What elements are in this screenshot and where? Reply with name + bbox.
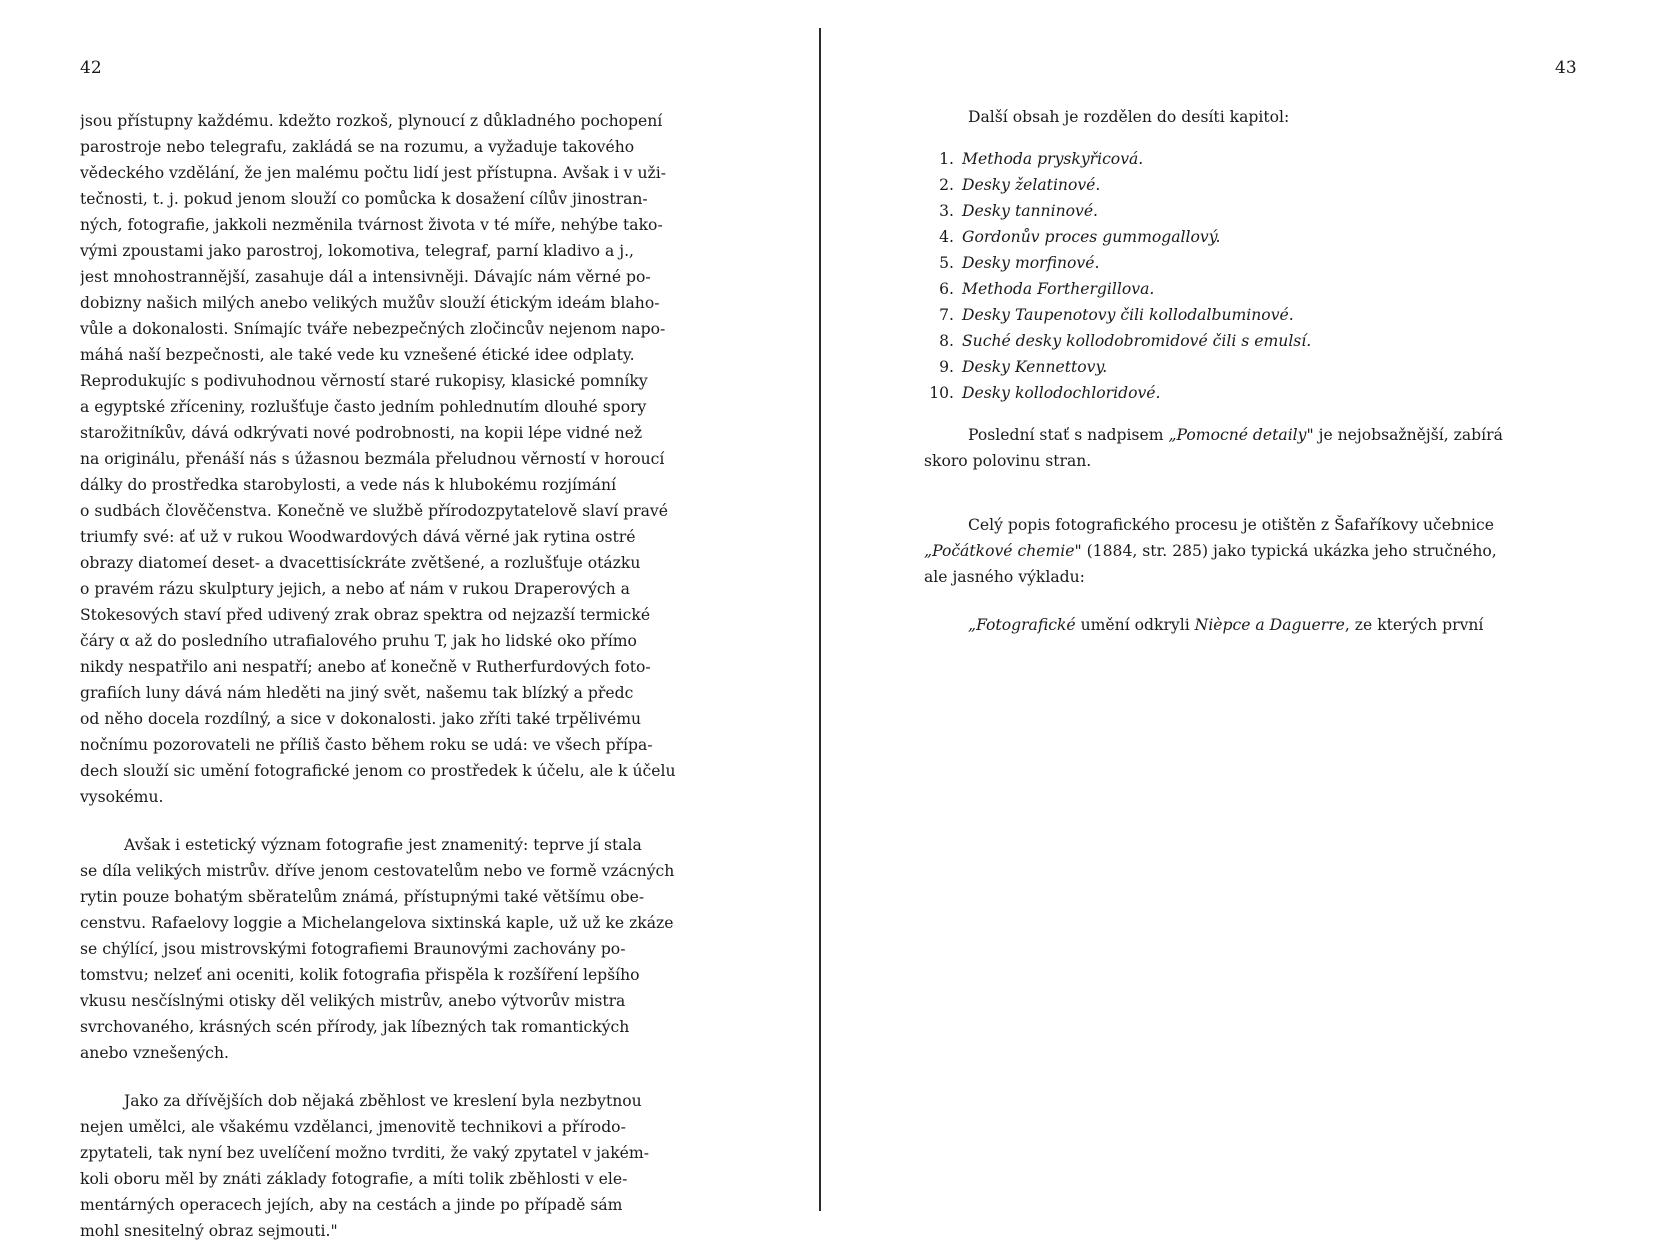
text-line: dech slouží sic umění fotografické jenom co prostředek k účelu, ale k účelu: [80, 762, 676, 780]
text-line: dobizny našich milých anebo velikých mužův slouží étickým ideám blaho-: [80, 294, 660, 312]
popis-line: ale jasného výkladu:: [924, 568, 1085, 586]
left-paragraphs: [80, 108, 725, 1244]
text-span: je nejobsažnější, zabírá: [1313, 426, 1503, 444]
last-section-line: [924, 422, 1569, 448]
text-line: a egyptské zříceniny, rozlušťuje často jedním pohlednutím dlouhé spory: [80, 398, 647, 416]
chapter-item: [924, 250, 1569, 276]
chapter-title: Desky tanninové.: [962, 202, 1099, 220]
chapter-item: [924, 380, 1569, 406]
chapter-title: Gordonův proces gummogallový.: [962, 228, 1221, 246]
popis-line: [924, 538, 1569, 564]
chapter-item: [924, 146, 1569, 172]
text-line: nikdy nespatřilo ani nespatří; anebo ať konečně v Rutherfurdových foto-: [80, 658, 651, 676]
chapter-item: [924, 354, 1569, 380]
text-line: se díla velikých mistrův. dříve jenom cestovatelům nebo ve formě vzácných: [80, 862, 675, 880]
text-line: koli oboru měl by znáti základy fotografie, a míti tolik zběhlosti v ele-: [80, 1170, 628, 1188]
text-span-italic: „Počátkové chemie": [924, 542, 1082, 560]
text-line: Jako za dřívějších dob nějaká zběhlost ve kreslení byla nezbytnou: [124, 1092, 642, 1110]
chapter-item: [924, 328, 1569, 354]
text-line: dálky do prostředka starobylosti, a vede nás k hlubokému rozjímání: [80, 476, 617, 494]
chapters-intro: Další obsah je rozdělen do desíti kapitol:: [968, 108, 1290, 126]
text-line: jest mnohostrannější, zasahuje dál a intensivněji. Dávajíc nám věrné po-: [80, 268, 651, 286]
text-span-italic: Nièpce a Daguerre: [1194, 616, 1345, 634]
chapter-title: Methoda Forthergillova.: [962, 280, 1155, 298]
text-line: Reprodukujíc s podivuhodnou věrností staré rukopisy, klasické pomníky: [80, 372, 648, 390]
text-line: obrazy diatomeí deset- a dvacettisíckráte zvětšené, a rozlušťuje otázku: [80, 554, 641, 572]
text-line: Stokesových staví před udivený zrak obraz spektra od nejzazší termické: [80, 606, 651, 624]
text-line: vými zpoustami jako parostroj, lokomotiva, telegraf, parní kladivo a j.,: [80, 242, 634, 260]
page-number: 42: [80, 58, 102, 78]
text-line: na originálu, přenáší nás s úžasnou bezmála přeludnou věrností v horoucí: [80, 450, 665, 468]
chapter-number: 5.: [939, 254, 954, 272]
text-line: tečnosti, t. j. pokud jenom slouží co pomůcka k dosažení cílův jinostran-: [80, 190, 648, 208]
text-line: nočnímu pozorovateli ne příliš často během roku se udá: ve všech přípa-: [80, 736, 653, 754]
right-page: [822, 0, 1665, 1211]
text-line: starožitníkův, dává odkrývati nové podrobnosti, na kopii lépe vidné než: [80, 424, 643, 442]
text-line: máhá naší bezpečnosti, ale také vede ku vznešené étické idee odplaty.: [80, 346, 635, 364]
chapter-title: Desky Kennettovy.: [962, 358, 1108, 376]
chapter-title: Desky Taupenotovy čili kollodalbuminové.: [962, 306, 1294, 324]
chapter-number: 8.: [939, 332, 954, 350]
left-page: [0, 0, 820, 1240]
chapter-item: [924, 198, 1569, 224]
left-page-text: [80, 108, 725, 1244]
chapter-title: Desky želatinové.: [962, 176, 1101, 194]
text-span: Poslední stať s nadpisem: [968, 426, 1169, 444]
text-line: zpytateli, tak nyní bez uvelíčení možno tvrditi, že vaký zpytatel v jakém-: [80, 1144, 649, 1162]
text-line: nejen umělci, ale všakému vzdělanci, jmenovitě technikovi a přírodo-: [80, 1118, 626, 1136]
text-line: svrchovaného, krásných scén přírody, jak líbezných tak romantických: [80, 1018, 630, 1036]
chapter-title: Suché desky kollodobromidové čili s emulsí.: [962, 332, 1312, 350]
popis-line: Celý popis fotografického procesu je otištěn z Šafaříkovy učebnice: [968, 516, 1494, 534]
text-line: parostroje nebo telegrafu, zakládá se na rozumu, a vyžaduje takového: [80, 138, 635, 156]
quote-line: [924, 612, 1569, 638]
text-line: vysokému.: [80, 788, 164, 806]
chapter-number: 3.: [939, 202, 954, 220]
text-span-italic: „Fotografické: [968, 616, 1076, 634]
chapter-number: 1.: [939, 150, 954, 168]
text-line: mentárných operacech jejích, aby na cestách a jinde po případě sám: [80, 1196, 623, 1214]
chapter-number: 4.: [939, 228, 954, 246]
chapter-title: Methoda pryskyřicová.: [962, 150, 1144, 168]
text-span: , ze kterých první: [1344, 616, 1484, 634]
chapter-title: Desky kollodochloridové.: [962, 384, 1161, 402]
text-line: Avšak i estetický význam fotografie jest znamenitý: teprve jí stala: [124, 836, 642, 854]
text-line: grafiích luny dává nám hleděti na jiný svět, našemu tak blízký a předc: [80, 684, 634, 702]
text-line: o sudbách člověčenstva. Konečně ve službě přírodozpytatelově slaví pravé: [80, 502, 668, 520]
chapter-number: 2.: [939, 176, 954, 194]
text-line: anebo vznešených.: [80, 1044, 230, 1062]
text-line: tomstvu; nelzeť ani oceniti, kolik fotografia přispěla k rozšíření lepšího: [80, 966, 640, 984]
text-line: vkusu nesčíslnými otisky děl velikých mistrův, anebo výtvorův mistra: [80, 992, 626, 1010]
text-line: jsou přístupny každému. kdežto rozkoš, plynoucí z důkladného pochopení: [80, 112, 663, 130]
text-line: vůle a dokonalosti. Snímajíc tváře nebezpečných zločincův nejenom napo-: [80, 320, 666, 338]
text-span: umění odkryli: [1075, 616, 1195, 634]
chapter-item: [924, 172, 1569, 198]
chapter-title: Desky morfinové.: [962, 254, 1100, 272]
chapter-item: [924, 302, 1569, 328]
text-line: od něho docela rozdílný, a sice v dokonalosti. jako zříti také trpělivému: [80, 710, 642, 728]
text-line: vědeckého vzdělání, že jen malému počtu lidí jest přístupna. Avšak i v uži-: [80, 164, 666, 182]
chapter-item: [924, 276, 1569, 302]
text-line: se chýlící, jsou mistrovskými fotografiemi Braunovými zachovány po-: [80, 940, 626, 958]
last-section-line: skoro polovinu stran.: [924, 452, 1092, 470]
chapter-item: [924, 224, 1569, 250]
text-line: o pravém rázu skulptury jejich, a nebo ať nám v rukou Draperových a: [80, 580, 630, 598]
text-line: mohl snesitelný obraz sejmouti.": [80, 1222, 338, 1240]
chapter-number: 6.: [939, 280, 954, 298]
chapter-number: 9.: [939, 358, 954, 376]
chapter-number: 10.: [929, 384, 954, 402]
chapter-list: [924, 146, 1569, 406]
chapter-number: 7.: [939, 306, 954, 324]
text-line: čáry α až do posledního utrafialového pruhu T, jak ho lidské oko přímo: [80, 632, 637, 650]
text-line: ných, fotografie, jakkoli nezměnila tvárnost života v té míře, nehýbe tako-: [80, 216, 663, 234]
text-line: rytin pouze bohatým sběratelům známá, přístupnými také většímu obe-: [80, 888, 645, 906]
text-line: triumfy své: ať už v rukou Woodwardových dává věrné jak rytina ostré: [80, 528, 636, 546]
right-page-text: [924, 104, 1569, 638]
page-number: 43: [1555, 58, 1577, 78]
text-span: (1884, str. 285) jako typická ukázka jeho stručného,: [1081, 542, 1497, 560]
text-span-italic: „Pomocné detaily": [1168, 426, 1314, 444]
text-line: censtvu. Rafaelovy loggie a Michelangelova sixtinská kaple, už už ke zkáze: [80, 914, 674, 932]
